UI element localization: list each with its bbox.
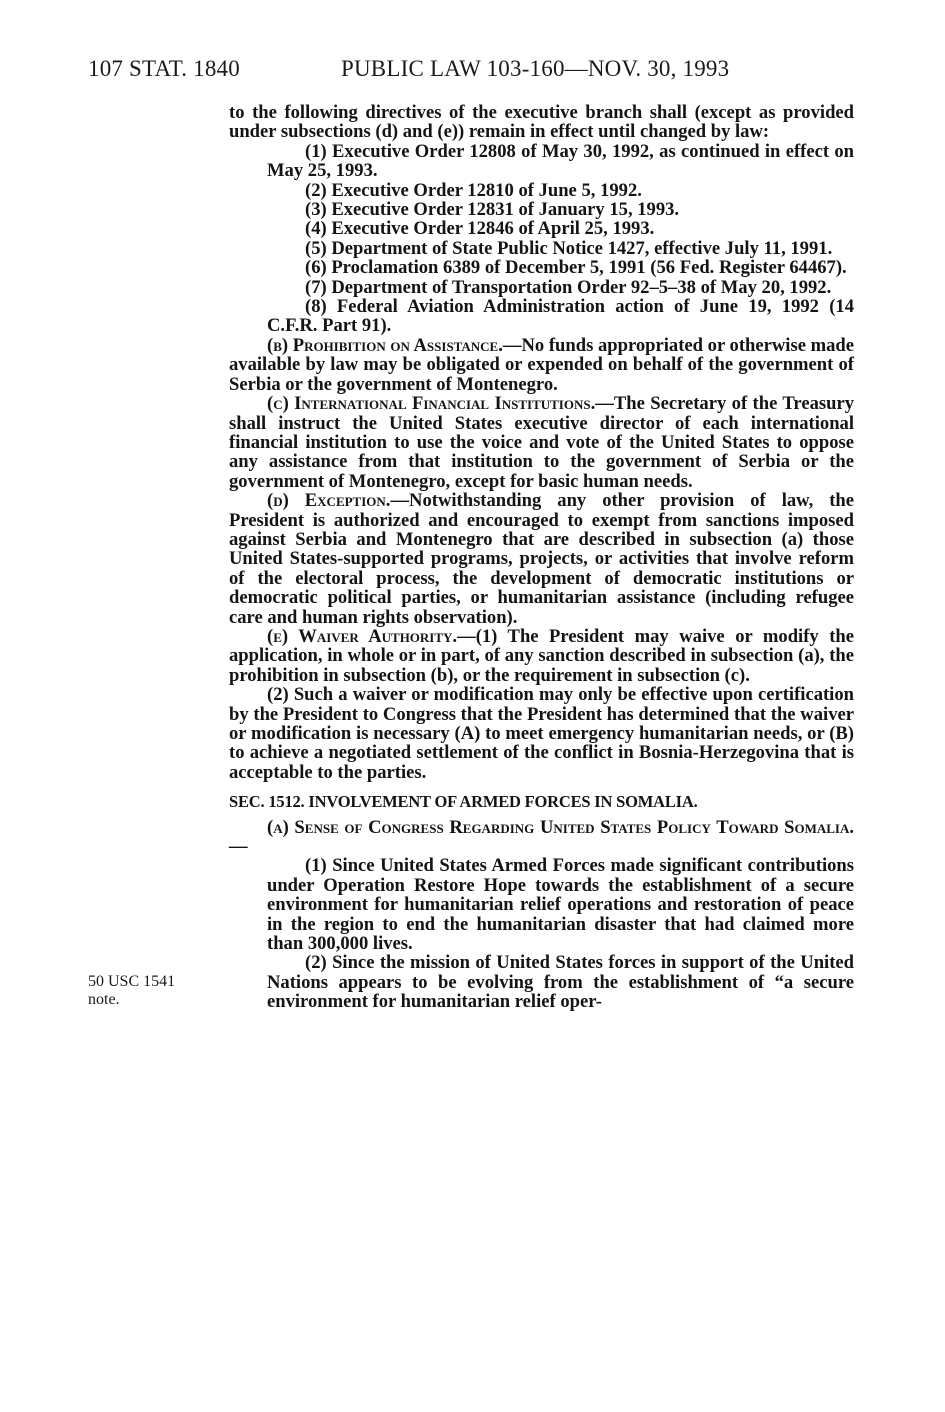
subsection-text: —Notwithstanding any other provision of law, the President is authorized and encouraged to exempt from sanctions imposed against Serbia and Montenegro that are described in subsection (a) those United States-supported programs, projects, or activities that involve reform of the electoral process, the development of democratic institutions or democratic political parties, or humanitarian assistance (including refugee care and human rights observation). bbox=[229, 490, 854, 628]
directive-item: (2) Executive Order 12810 of June 5, 1992. bbox=[305, 179, 642, 201]
directive-item: (8) Federal Aviation Administration action of June 19, 1992 (14 C.F.R. Part 91). bbox=[267, 296, 854, 337]
subsection-e-paragraph-2: (2) Such a waiver or modification may only be effective upon certification by the President to Congress that the President has determined that the waiver or modification is necessary (A) to meet emergency humanitarian needs, or (B) to achieve a negotiated settlement of the conflict in Bosnia-Herzegovina that is acceptable to the parties. bbox=[229, 684, 854, 783]
directive-item: (7) Department of Transportation Order 92–5–38 of May 20, 1992. bbox=[305, 276, 832, 298]
finding-item: (1) Since United States Armed Forces made significant contributions under Operation Restore Hope towards the establishment of a secure environment for humanitarian relief operations and restoration of peace in the region to end the humanitarian disaster that had claimed more than 300,000 lives. bbox=[267, 855, 854, 955]
statute-page-number: 107 STAT. 1840 bbox=[88, 56, 240, 81]
directive-item: (1) Executive Order 12808 of May 30, 1992, as continued in effect on May 25, 1993. bbox=[267, 140, 854, 182]
running-title: PUBLIC LAW 103-160—NOV. 30, 1993 bbox=[341, 56, 730, 81]
directive-item: (6) Proclamation 6389 of December 5, 1991 (56 Fed. Register 64467). bbox=[305, 257, 847, 279]
subsection-a bbox=[229, 818, 854, 857]
subsection-heading: (d) Exception. bbox=[267, 490, 391, 512]
subsection-heading: (b) Prohibition on Assistance. bbox=[267, 334, 503, 356]
section-heading: SEC. 1512. INVOLVEMENT OF ARMED FORCES IN SOMALIA. bbox=[229, 792, 698, 812]
margin-citation-note bbox=[88, 973, 198, 1009]
subsection-dash: — bbox=[229, 836, 248, 858]
margin-citation-line: 50 USC 1541 bbox=[88, 973, 176, 990]
intro-paragraph: to the following directives of the executive branch shall (except as provided under subsections (d) and (e)) remain in effect until changed by law: bbox=[229, 102, 854, 143]
law-text-body bbox=[229, 103, 854, 1012]
directive-item: (5) Department of State Public Notice 1427, effective July 11, 1991. bbox=[305, 237, 833, 259]
subsection-c bbox=[229, 394, 854, 491]
subsection-d bbox=[229, 491, 854, 627]
directive-item: (3) Executive Order 12831 of January 15, 1993. bbox=[305, 199, 680, 221]
subsection-e bbox=[229, 627, 854, 685]
finding-item: (2) Since the mission of United States forces in support of the United Nations appears to be evolving from the establishment of “a secure environment for humanitarian relief oper- bbox=[267, 952, 854, 1013]
subsection-text: —The Secretary of the Treasury shall instruct the United States executive director of each international financial institution to use the voice and vote of the United States to oppose any assistance from that institution to the government of Serbia or the government of Montenegro, except for basic human needs. bbox=[229, 393, 855, 492]
subsection-heading: (e) Waiver Authority. bbox=[267, 625, 458, 647]
margin-citation-line: note. bbox=[88, 991, 120, 1008]
subsection-heading: (a) Sense of Congress Regarding United States Policy Toward Somalia. bbox=[267, 816, 854, 838]
subsection-text: —No funds appropriated or otherwise made available by law may be obligated or expended on behalf of the government of Serbia or the government of Montenegro. bbox=[229, 334, 854, 395]
directive-item: (4) Executive Order 12846 of April 25, 1993. bbox=[305, 218, 655, 240]
subsection-text: —(1) The President may waive or modify the application, in whole or in part, of any sanction described in subsection (a), the prohibition in subsection (b), or the requirement in subsection (c). bbox=[229, 625, 855, 686]
subsection-b bbox=[229, 336, 854, 394]
subsection-heading: (c) International Financial Institutions. bbox=[267, 393, 596, 415]
